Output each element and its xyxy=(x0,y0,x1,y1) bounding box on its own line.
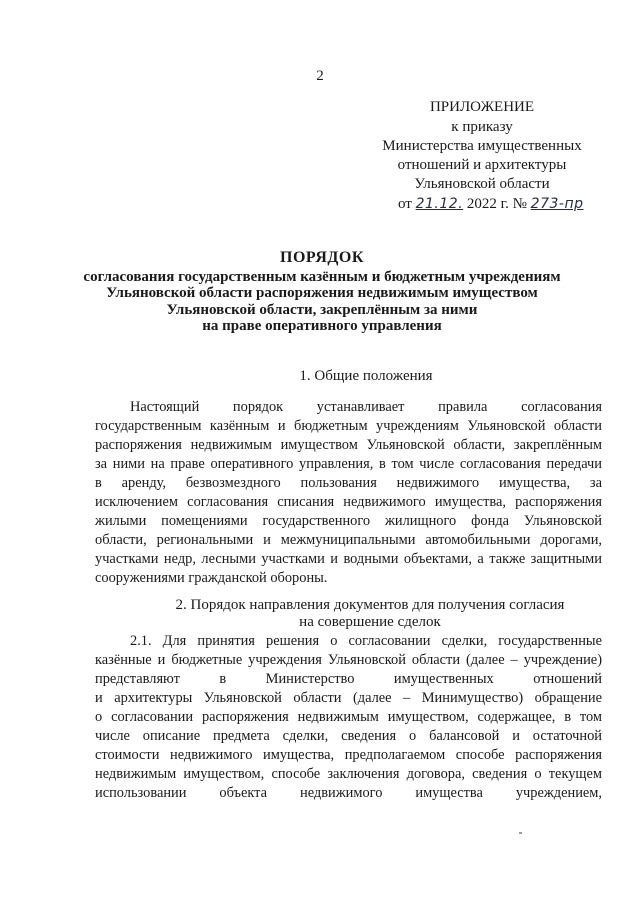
paragraph-line: 2.1. Для принятия решения о согласовании сделки, государственные xyxy=(130,633,602,649)
section-2-heading xyxy=(150,597,590,631)
title-line: на праве оперативного управления xyxy=(202,318,442,334)
appendix-line: Министерства имущественных xyxy=(382,138,582,154)
title-heading: ПОРЯДОК xyxy=(280,249,364,266)
paragraph-line: за ними на праве оперативного управления, в том числе согласования передачи xyxy=(95,456,602,472)
title-line: согласования государственным казённым и бюджетным учреждениям xyxy=(83,268,561,285)
paragraph-line: о согласовании распоряжения недвижимым имуществом, содержащее, в том xyxy=(95,709,602,725)
paragraph-line: Настоящий порядок устанавливает правила согласования xyxy=(130,399,602,415)
paragraph-line: исключением согласования списания недвижимого имущества, распоряжения xyxy=(95,494,602,510)
section-1-paragraph xyxy=(95,398,602,588)
document-title xyxy=(60,250,584,335)
appendix-title: ПРИЛОЖЕНИЕ xyxy=(429,99,535,115)
paragraph-line: в аренду, безвозмездного пользования недвижимого имущества, за xyxy=(95,475,602,491)
title-line: Ульяновской области распоряжения недвижимым имуществом xyxy=(106,285,538,301)
paragraph-line: казённые и бюджетные учреждения Ульяновской области (далее – учреждение) xyxy=(95,652,602,668)
order-number-handwritten: 273-пр xyxy=(530,196,584,212)
order-year: 2022 г. № xyxy=(466,196,527,212)
paragraph-line: участками недр, лесными участками и водными объектами, а также защитными xyxy=(95,551,602,567)
paragraph-line: представляют в Министерство имущественных отношений xyxy=(95,671,602,687)
section-2-heading-line: на совершение сделок xyxy=(299,614,441,630)
order-date-handwritten: 21.12. xyxy=(415,196,464,212)
paragraph-line: недвижимым имуществом, способе заключения договора, сведения о текущем xyxy=(95,766,602,782)
scan-speck xyxy=(519,832,522,834)
paragraph-line: области, региональными и межмуниципальными автомобильными дорогами, xyxy=(95,532,602,548)
paragraph-line: числе описание предмета сделки, сведения о балансовой и остаточной xyxy=(95,728,602,744)
section-2-paragraph xyxy=(95,632,602,803)
paragraph-line: сооружениями гражданской обороны. xyxy=(95,570,328,586)
paragraph-line: использовании объекта недвижимого имущества учреждением, xyxy=(95,785,602,801)
appendix-block xyxy=(372,98,592,194)
appendix-line: отношений и архитектуры xyxy=(397,157,567,173)
paragraph-line: стоимости недвижимого имущества, предполагаемом способе распоряжения xyxy=(95,747,602,763)
paragraph-line: и архитектуры Ульяновской области (далее – Минимущество) обращение xyxy=(95,690,602,706)
paragraph-line: распоряжения недвижимым имуществом Ульяновской области, закреплённым xyxy=(95,437,602,453)
section-1-heading xyxy=(0,368,640,385)
section-1-heading-text: 1. Общие положения xyxy=(299,368,433,384)
order-date-number xyxy=(398,196,584,213)
paragraph-line: государственным казённым и бюджетным учреждениям Ульяновской области xyxy=(95,418,602,434)
appendix-line: Ульяновской области xyxy=(414,176,550,192)
order-prefix: от xyxy=(398,196,412,212)
appendix-line: к приказу xyxy=(451,119,513,135)
page-number: 2 xyxy=(316,68,324,84)
paragraph-line: жилыми помещениями государственного жилищного фонда Ульяновской xyxy=(95,513,602,529)
title-line: Ульяновской области, закреплённым за ними xyxy=(166,301,478,318)
section-2-heading-line: 2. Порядок направления документов для получения согласия xyxy=(175,597,565,613)
